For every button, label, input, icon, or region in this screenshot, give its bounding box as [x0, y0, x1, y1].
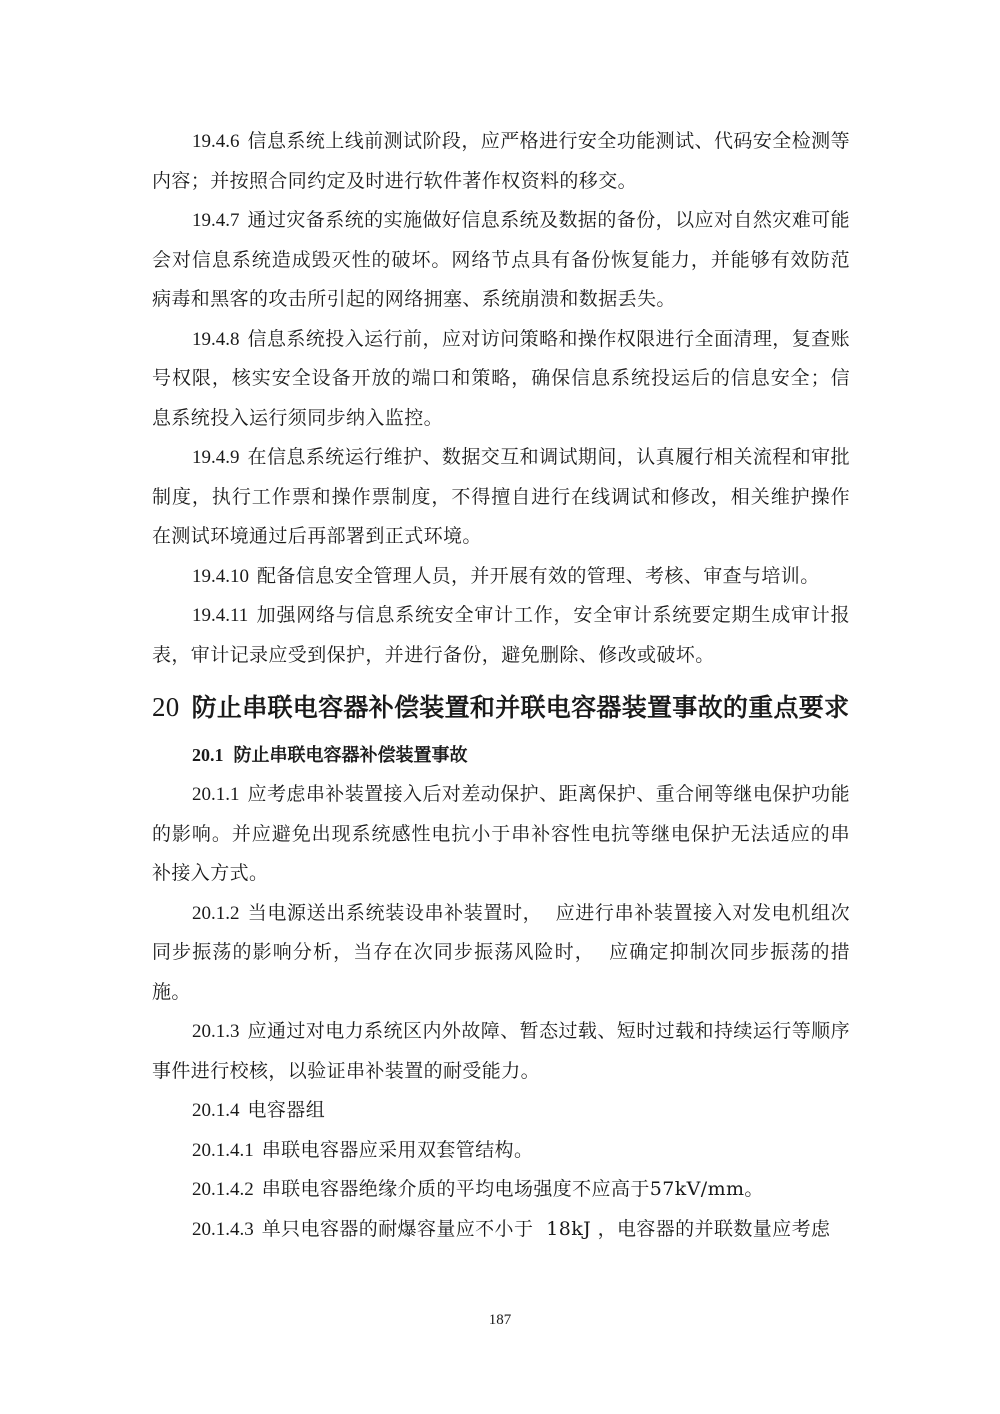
clause-19-4-7	[152, 201, 850, 320]
clause-number: 19.4.6	[192, 131, 240, 152]
clause-number: 19.4.10	[192, 565, 249, 587]
clause-text: 通过灾备系统的实施做好信息系统及数据的备份，以应对自然灾难可能会对信息系统造成毁灭性的破坏。网络节点具有备份恢复能力，并能够有效防范病毒和黑客的攻击所引起的网络拥塞、系统崩溃和数据丢失。	[152, 209, 850, 310]
clause-text: 当电源送出系统装设串补装置时， 应进行串补装置接入对发电机组次同步振荡的影响分析，当存在次同步振荡风险时， 应确定抑制次同步振荡的措施。	[152, 901, 850, 1003]
clause-20-1-4-2	[152, 1170, 850, 1210]
chapter-heading	[152, 687, 850, 728]
chapter-title: 防止串联电容器补偿装置和并联电容器装置事故的重点要求	[191, 693, 850, 722]
clause-number: 19.4.7	[192, 210, 240, 231]
clause-number: 20.1.4	[192, 1100, 240, 1121]
clause-number: 19.4.8	[192, 328, 240, 350]
clause-text: 在信息系统运行维护、数据交互和调试期间，认真履行相关流程和审批制度，执行工作票和操作票制度，不得擅自进行在线调试和修改，相关维护操作在测试环境通过后再部署到正式环境。	[152, 446, 850, 547]
clause-text: 串联电容器绝缘介质的平均电场强度不应高于57kV/mm。	[261, 1178, 764, 1200]
section-title: 防止串联电容器补偿装置事故	[233, 745, 468, 766]
clause-19-4-9	[152, 438, 850, 557]
clause-20-1-3	[152, 1012, 850, 1091]
clause-text: 电容器组	[247, 1099, 326, 1121]
clause-number: 20.1.4.1	[192, 1139, 254, 1161]
clause-number: 20.1.1	[192, 784, 240, 805]
clause-20-1-2	[152, 894, 850, 1013]
clause-text: 应通过对电力系统区内外故障、暂态过载、短时过载和持续运行等顺序事件进行校核，以验证串补装置的耐受能力。	[152, 1020, 850, 1082]
section-number: 20.1	[192, 745, 224, 765]
document-body	[152, 122, 850, 1249]
clause-20-1-4-1	[152, 1131, 850, 1171]
clause-19-4-10	[152, 557, 850, 597]
clause-20-1-1	[152, 775, 850, 894]
section-heading	[152, 736, 850, 775]
clause-number: 20.1.2	[192, 902, 240, 924]
clause-19-4-6	[152, 122, 850, 201]
clause-number: 20.1.3	[192, 1021, 240, 1042]
clause-text: 信息系统上线前测试阶段，应严格进行安全功能测试、代码安全检测等内容；并按照合同约定及时进行软件著作权资料的移交。	[152, 130, 850, 192]
clause-text: 配备信息安全管理人员，并开展有效的管理、考核、审查与培训。	[257, 564, 820, 587]
clause-number: 19.4.9	[192, 447, 240, 468]
clause-20-1-4-3	[152, 1210, 850, 1250]
clause-number: 20.1.4.3	[192, 1218, 254, 1240]
clause-text: 串联电容器应采用双套管结构。	[261, 1138, 534, 1161]
clause-number: 20.1.4.2	[192, 1179, 254, 1200]
clause-text: 加强网络与信息系统安全审计工作，安全审计系统要定期生成审计报表，审计记录应受到保护，并进行备份，避免删除、修改或破坏。	[152, 604, 850, 666]
clause-text: 应考虑串补装置接入后对差动保护、距离保护、重合闸等继电保护功能的影响。并应避免出现系统感性电抗小于串补容性电抗等继电保护无法适应的串补接入方式。	[152, 783, 850, 884]
clause-text: 信息系统投入运行前，应对访问策略和操作权限进行全面清理，复查账号权限，核实安全设备开放的端口和策略，确保信息系统投运后的信息安全；信息系统投入运行须同步纳入监控。	[152, 327, 850, 429]
clause-20-1-4	[152, 1091, 850, 1131]
clause-text: 单只电容器的耐爆容量应不小于 18kJ ，电容器的并联数量应考虑	[261, 1217, 831, 1240]
clause-19-4-11	[152, 596, 850, 675]
page-number: 187	[488, 1312, 512, 1328]
clause-19-4-8	[152, 320, 850, 439]
chapter-number: 20	[152, 692, 180, 722]
clause-number: 19.4.11	[192, 605, 249, 626]
